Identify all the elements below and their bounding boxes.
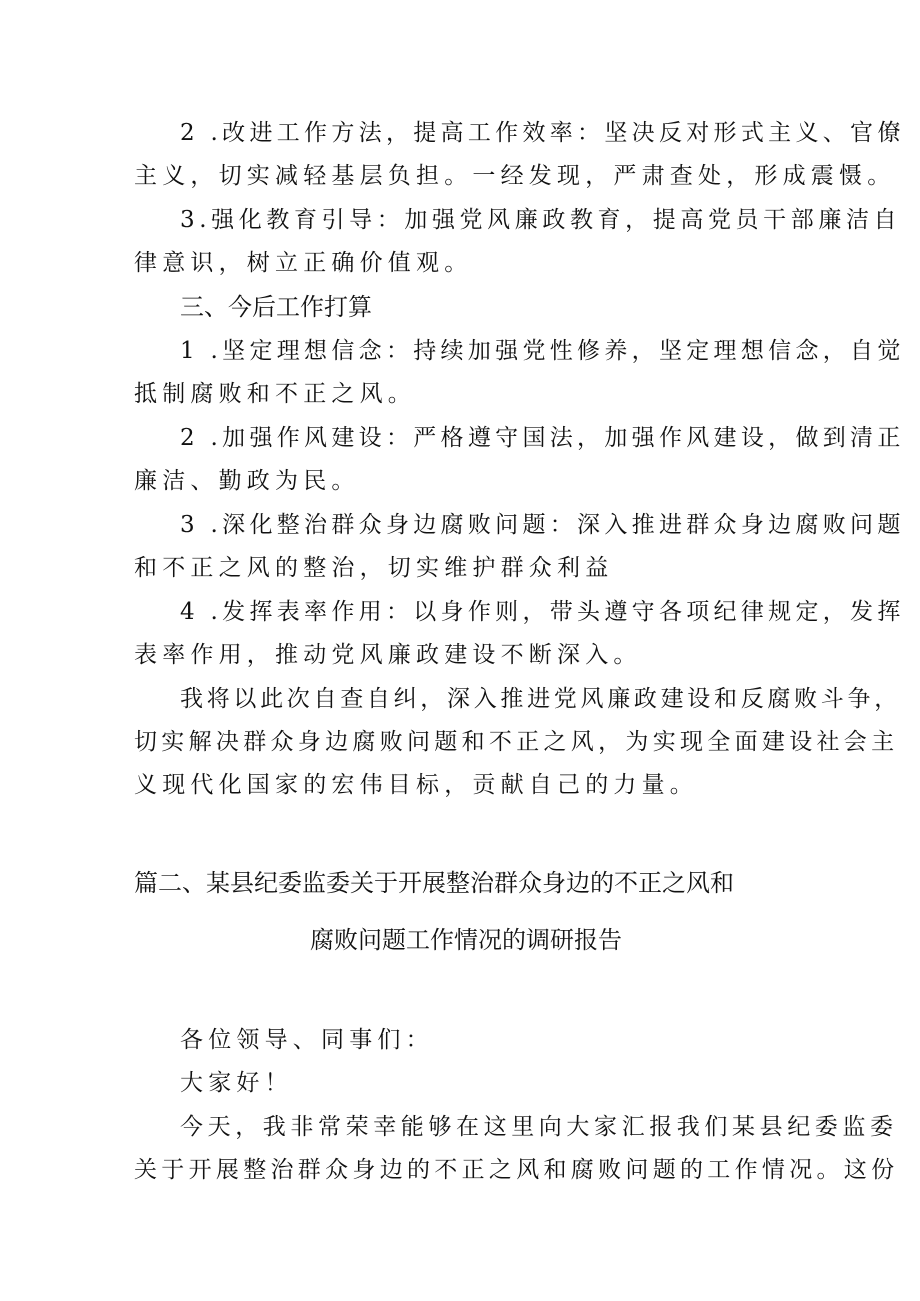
list-item-line: 2 .加强作风建设：严格遵守国法，加强作风建设，做到清正 <box>180 425 905 451</box>
list-item-line: 表率作用，推动党风廉政建设不断深入。 <box>134 642 642 668</box>
paragraph-line: 今天，我非常荣幸能够在这里向大家汇报我们某县纪委监委 <box>180 1114 898 1140</box>
section-heading: 三、今后工作打算 <box>180 293 372 321</box>
greeting: 大家好！ <box>180 1070 293 1096</box>
paragraph-line: 关于开展整治群众身边的不正之风和腐败问题的工作情况。这份 <box>134 1157 899 1183</box>
paragraph-line: 义现代化国家的宏伟目标，贡献自己的力量。 <box>134 772 698 798</box>
list-item-line: 廉洁、勤政为民。 <box>134 468 360 494</box>
article-title-line: 腐败问题工作情况的调研报告 <box>310 926 622 954</box>
paragraph-line: 切实解决群众身边腐败问题和不正之风，为实现全面建设社会主 <box>134 729 899 755</box>
paragraph-line: 2 .改进工作方法，提高工作效率：坚决反对形式主义、官僚 <box>180 120 905 146</box>
salutation: 各位领导、同事们： <box>180 1027 434 1053</box>
paragraph-line: 主义，切实减轻基层负担。一经发现，严肃查处，形成震慑。 <box>134 163 896 189</box>
list-item-line: 4 .发挥表率作用：以身作则，带头遵守各项纪律规定，发挥 <box>180 599 905 625</box>
paragraph-line: 3.强化教育引导：加强党风廉政教育，提高党员干部廉洁自 <box>180 207 902 233</box>
paragraph-line: 律意识，树立正确价值观。 <box>134 250 473 276</box>
list-item-line: 抵制腐败和不正之风。 <box>134 381 416 407</box>
list-item-line: 3 .深化整治群众身边腐败问题：深入推进群众身边腐败问题 <box>180 512 905 538</box>
list-item-line: 和不正之风的整治，切实维护群众利益 <box>134 555 614 581</box>
list-item-line: 1 .坚定理想信念：持续加强党性修养，坚定理想信念，自觉 <box>180 338 905 364</box>
article-title-line: 篇二、某县纪委监委关于开展整治群众身边的不正之风和 <box>134 869 734 897</box>
paragraph-line: 我将以此次自查自纠，深入推进党风廉政建设和反腐败斗争， <box>180 686 901 712</box>
